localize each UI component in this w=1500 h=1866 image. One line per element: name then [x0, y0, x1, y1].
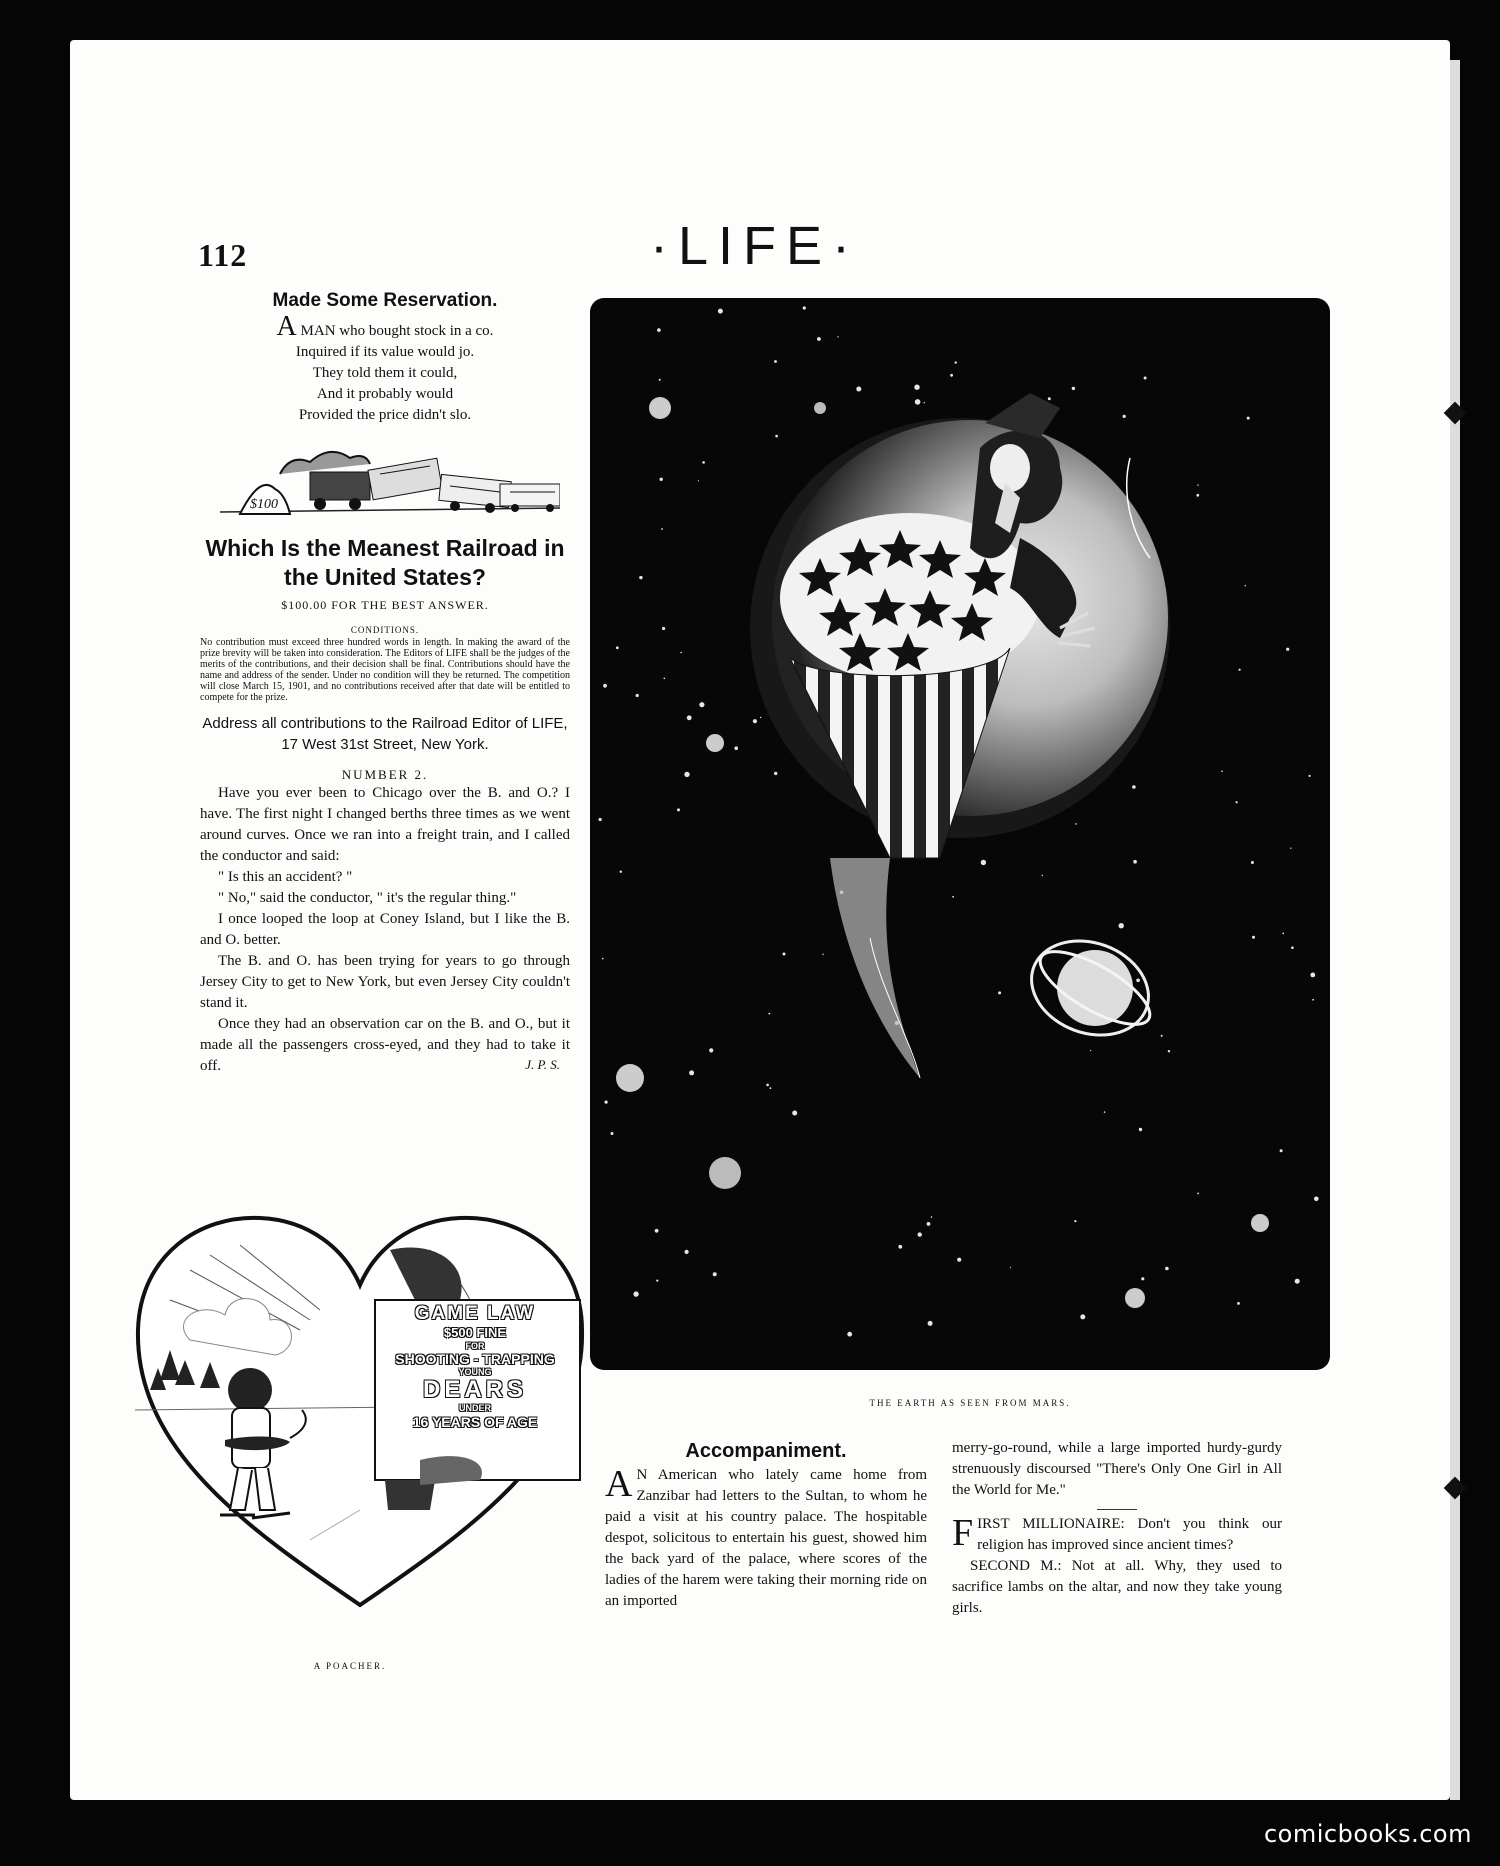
story-paragraph: The B. and O. has been trying for years to go through Jersey City to get to New York, but even Jersey City couldn't stand it.: [200, 953, 570, 1011]
heart-caption: A POACHER.: [313, 1661, 387, 1671]
star: [847, 1332, 852, 1337]
sack-label: $100: [250, 497, 278, 512]
star: [955, 361, 957, 363]
poem-line: And it probably would: [316, 386, 454, 402]
poem-line: They told them it could,: [312, 365, 458, 381]
star: [1123, 415, 1126, 418]
star: [718, 309, 723, 314]
story-paragraph: " Is this an accident? ": [218, 869, 353, 885]
star: [766, 1084, 769, 1087]
next-page-edge: [1450, 60, 1460, 1800]
millionaire-question: IRST MILLIONAIRE: Don't you think our religion has improved since ancient times?: [977, 1516, 1282, 1553]
star: [950, 374, 953, 377]
star: [1197, 484, 1198, 485]
conditions-text: No contribution must exceed three hundred words in length. In making the award of the prize brevity will be taken into consideration. The Editors of LIFE shall be the judges of the merits of the contributions, and their decision shall be final. Contributions should have the name and address of the sender. Under no condition will they be returned. The competition will close March 15, 1901, and no contributions received after that date will be entitled to compete for the prize.: [200, 637, 570, 703]
star: [1080, 1314, 1085, 1319]
star: [1290, 848, 1291, 849]
star: [1247, 417, 1250, 420]
star: [709, 1048, 713, 1052]
star: [680, 652, 682, 654]
story-paragraph: I once looped the loop at Coney Island, but I like the B. and O. better.: [200, 911, 570, 948]
star: [1236, 801, 1238, 803]
star: [856, 387, 861, 392]
star: [1074, 1220, 1076, 1222]
star: [1291, 946, 1294, 949]
star: [760, 717, 761, 718]
star: [599, 818, 602, 821]
star: [774, 772, 777, 775]
dropcap: A: [605, 1463, 633, 1505]
space-caption: THE EARTH AS SEEN FROM MARS.: [869, 1398, 1071, 1408]
star: [664, 678, 666, 680]
star: [1072, 387, 1075, 390]
entry-number: NUMBER 2.: [341, 767, 429, 782]
star: [1314, 1197, 1319, 1202]
star: [656, 1280, 658, 1282]
story-paragraph: Once they had an observation car on the B. and O., but it made all the passengers cross-eyed, and they had to take it off.: [200, 1016, 570, 1074]
star: [677, 808, 680, 811]
star: [1280, 1149, 1283, 1152]
star: [928, 1321, 933, 1326]
star: [927, 1222, 931, 1226]
sign-line: SHOOTING - TRAPPING: [395, 1351, 555, 1367]
star: [1075, 823, 1077, 825]
star: [1197, 1193, 1199, 1195]
star: [1161, 1035, 1163, 1037]
star: [1286, 648, 1289, 651]
star: [636, 694, 639, 697]
poem-title: Made Some Reservation.: [272, 290, 498, 311]
accompaniment-column-1: [605, 1440, 927, 1612]
star: [1245, 585, 1246, 586]
sign-line: UNDER: [458, 1403, 491, 1413]
sign-line: 16 YEARS OF AGE: [412, 1414, 538, 1430]
star: [837, 336, 838, 337]
star: [1119, 923, 1124, 928]
star: [660, 478, 663, 481]
millionaire-joke: [952, 1514, 1282, 1556]
conditions-heading: CONDITIONS.: [350, 625, 420, 635]
star: [1168, 1050, 1170, 1052]
star: [775, 435, 778, 438]
star: [734, 746, 738, 750]
contest-title: Which Is the Meanest Railroad in the United States?: [205, 535, 565, 590]
star: [792, 1111, 797, 1116]
star: [1165, 1267, 1169, 1271]
accompaniment-body: N American who lately came home from Zanzibar had letters to the Sultan, to whom he paid a visit at his country palace. The hospitable despot, solicitous to entertain his guest, showed him the back yard of the palace, where scores of the ladies of the harem were taking their morning ride on an imported: [605, 1467, 927, 1609]
star: [655, 1229, 659, 1233]
page-number: 112: [198, 237, 248, 273]
star: [981, 860, 986, 865]
star: [662, 627, 665, 630]
star: [684, 772, 689, 777]
star: [687, 715, 692, 720]
star: [1312, 999, 1314, 1001]
star: [1141, 1277, 1144, 1280]
star: [1295, 1279, 1300, 1284]
star: [713, 1272, 717, 1276]
star: [918, 1232, 922, 1236]
magazine-title: ·LIFE·: [649, 216, 860, 276]
star: [689, 1070, 694, 1075]
star: [1239, 669, 1241, 671]
star: [783, 953, 786, 956]
sign-line: DEARS: [422, 1376, 527, 1403]
star: [1048, 397, 1051, 400]
poem-line: Provided the price didn't slo.: [298, 407, 472, 423]
star: [914, 385, 919, 390]
star: [931, 1216, 933, 1218]
star: [661, 528, 663, 530]
star: [633, 1291, 638, 1296]
star: [1309, 775, 1311, 777]
star: [803, 306, 806, 309]
star: [602, 958, 604, 960]
star: [657, 328, 661, 332]
sign-line: FOR: [465, 1341, 485, 1351]
accompaniment-text: [605, 1465, 927, 1612]
star: [915, 399, 921, 405]
star: [639, 576, 642, 579]
star: [616, 646, 619, 649]
star: [957, 1258, 961, 1262]
star: [1133, 860, 1137, 864]
star: [1042, 875, 1043, 876]
dropcap: F: [952, 1512, 974, 1554]
star: [685, 1250, 689, 1254]
star: [620, 871, 622, 873]
sign-line: GAME LAW: [414, 1303, 536, 1324]
star: [1136, 979, 1140, 983]
star: [1144, 377, 1147, 380]
story-signature: J. P. S.: [525, 1057, 560, 1072]
sign-line: YOUNG: [458, 1367, 492, 1377]
star: [1251, 861, 1254, 864]
star: [605, 1101, 608, 1104]
star: [1282, 933, 1284, 935]
star: [702, 461, 705, 464]
star: [924, 402, 925, 403]
contest-address: Address all contributions to the Railroad Editor of LIFE, 17 West 31st Street, New York.: [202, 715, 568, 753]
star: [1132, 785, 1136, 789]
star: [1252, 936, 1255, 939]
star: [611, 1132, 614, 1135]
star: [817, 337, 821, 341]
poem-line: A MAN who bought stock in a co.: [276, 311, 494, 342]
star: [1090, 1050, 1091, 1051]
left-column: [200, 290, 570, 1073]
game-law-sign: [375, 1303, 575, 1473]
star: [603, 684, 607, 688]
star: [998, 991, 1001, 994]
star: [768, 1013, 770, 1015]
contest-prize: $100.00 FOR THE BEST ANSWER.: [281, 598, 489, 612]
accompaniment-column-2: [952, 1438, 1282, 1619]
accompaniment-continued: merry-go-round, while a large imported hurdy-gurdy strenuously discoursed "There's Only One Girl in All the World for Me.": [952, 1440, 1282, 1498]
accompaniment-title: Accompaniment.: [685, 1440, 847, 1462]
story-paragraph: " No," said the conductor, " it's the regular thing.": [218, 890, 517, 906]
star: [1104, 1111, 1106, 1113]
star: [774, 360, 777, 363]
divider: [1097, 1509, 1137, 1510]
poem-line: Inquired if its value would jo.: [295, 344, 475, 360]
star: [1139, 1128, 1142, 1131]
star: [1237, 1302, 1240, 1305]
star: [699, 702, 704, 707]
story-paragraph: Have you ever been to Chicago over the B. and O.? I have. The first night I changed berths three times as we went around curves. Once we ran into a freight train, and I called the conductor and said:: [200, 785, 570, 864]
watermark: comicbooks.com: [1263, 1820, 1472, 1848]
star: [1310, 973, 1315, 978]
train-wreck-illustration: [220, 434, 560, 524]
star: [659, 379, 661, 381]
star: [770, 1087, 772, 1089]
earth-from-mars-illustration: [590, 298, 1330, 1370]
star: [898, 1245, 902, 1249]
sign-line: $500 FINE: [443, 1325, 507, 1340]
millionaire-reply: SECOND M.: Not at all. Why, they used to sacrifice lambs on the altar, and now they take young girls.: [952, 1558, 1282, 1616]
star: [698, 480, 699, 481]
star: [822, 954, 823, 955]
star: [1221, 771, 1223, 773]
star: [952, 896, 954, 898]
star: [1010, 1267, 1011, 1268]
star: [1196, 494, 1199, 497]
star: [753, 719, 757, 723]
